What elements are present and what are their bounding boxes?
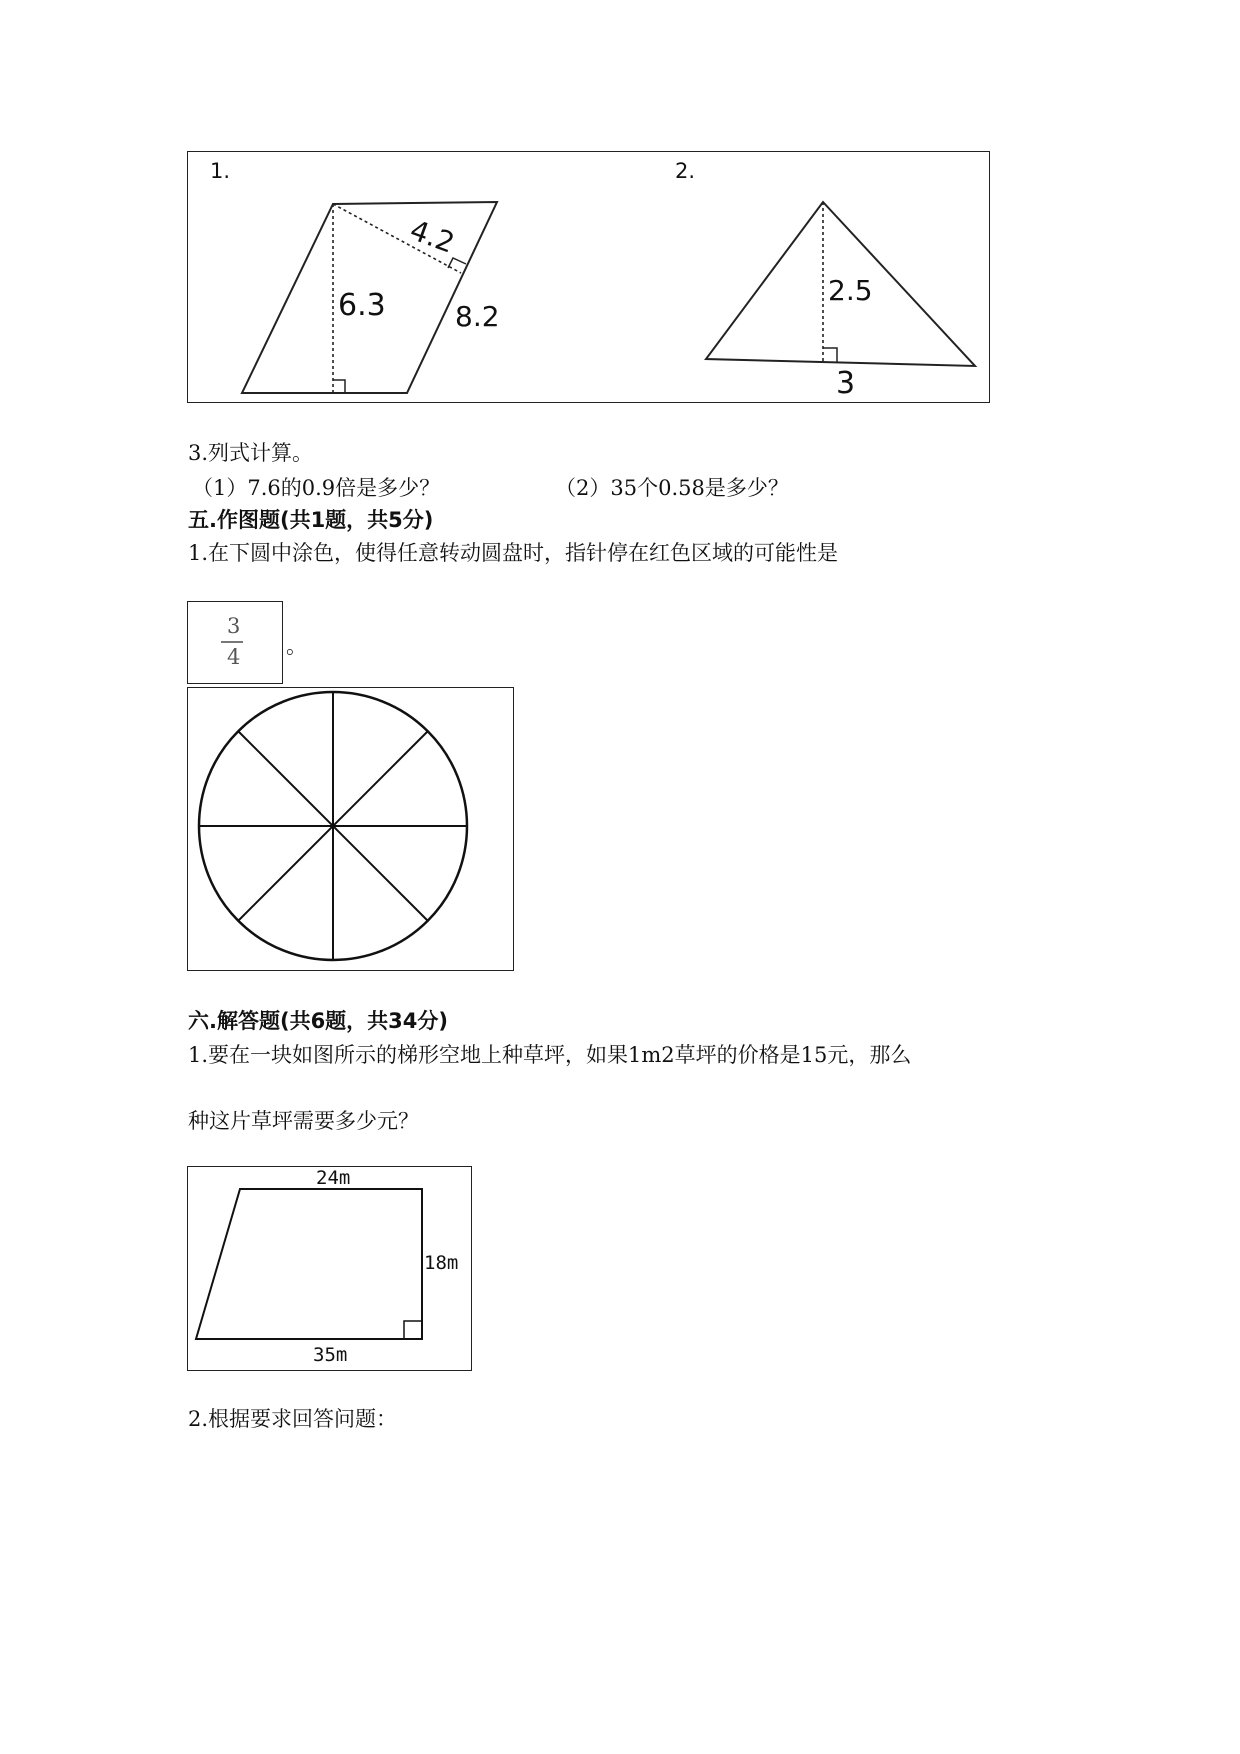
- q3-part1: （1）7.6的0.9倍是多少？: [192, 476, 441, 500]
- section6-q1-line1: 1.要在一块如图所示的梯形空地上种草坪，如果1m2草坪的价格是15元，那么: [188, 1043, 912, 1067]
- label-6-3: 6.3: [338, 288, 386, 323]
- trapezoid-top-label: 24m: [316, 1167, 351, 1189]
- fig2-number: 2.: [675, 159, 696, 183]
- label-2-5: 2.5: [828, 274, 873, 307]
- label-8-2: 8.2: [455, 300, 500, 333]
- trapezoid-shape: [196, 1189, 422, 1339]
- fraction-numerator: 3: [227, 614, 241, 638]
- section6-q1-line2: 种这片草坪需要多少元？: [188, 1109, 419, 1133]
- section6-heading: 六.解答题(共6题，共34分): [188, 1009, 449, 1033]
- fraction-suffix: 。: [286, 634, 307, 658]
- section6-q2-text: 2.根据要求回答问题：: [188, 1407, 398, 1431]
- label-4-2: 4.2: [405, 213, 459, 260]
- section5-q1-text: 1.在下圆中涂色，使得任意转动圆盘时，指针停在红色区域的可能性是: [188, 541, 839, 565]
- q3-part2: （2）35个0.58是多少？: [555, 476, 789, 500]
- fraction-denominator: 4: [227, 645, 241, 669]
- fig1-number: 1.: [210, 159, 231, 183]
- q3-title: 3.列式计算。: [188, 441, 314, 465]
- trapezoid-bottom-label: 35m: [313, 1344, 348, 1366]
- right-angle-marker: [404, 1321, 422, 1339]
- label-3: 3: [836, 366, 856, 401]
- section5-heading: 五.作图题(共1题，共5分): [188, 508, 434, 532]
- trapezoid-height-label: 18m: [424, 1252, 459, 1274]
